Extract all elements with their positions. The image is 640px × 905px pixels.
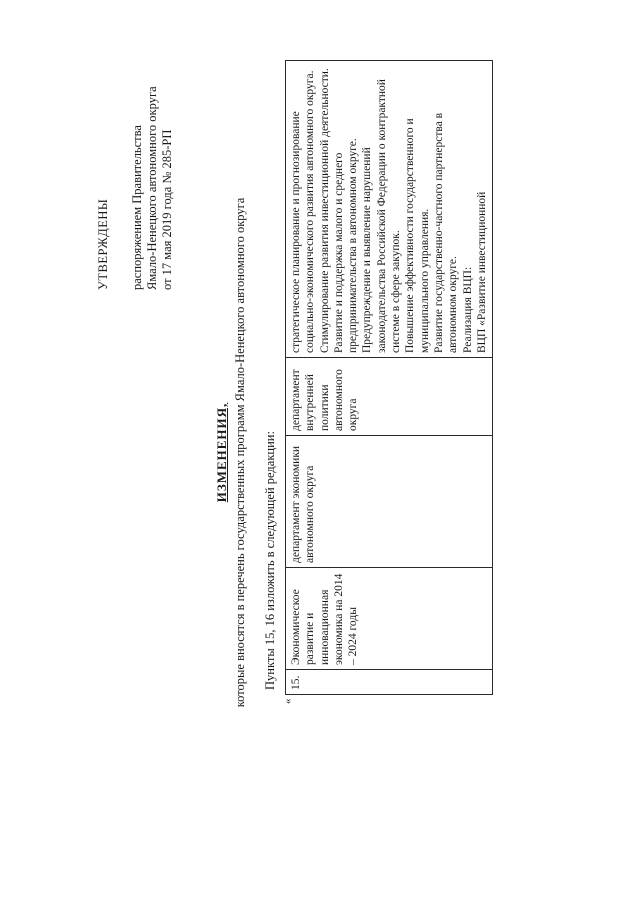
approval-line-2: Ямало-Ненецкого автономного округа <box>145 86 159 290</box>
coordinator: департамент экономики автономного округа <box>286 436 493 568</box>
table-row <box>286 61 493 695</box>
goal-item: ВЦП «Развитие инвестиционной <box>475 191 488 353</box>
document-title: ИЗМЕНЕНИЯ, <box>214 402 229 503</box>
goal-item: Развитие и поддержка малого и среднего предпринимательства в автономном округе. <box>332 138 360 353</box>
approval-line-1: распоряжением Правительства <box>130 125 144 290</box>
document-subtitle: которые вносятся в перечень государственных программ Ямало-Ненецкого автономного округа <box>233 197 247 708</box>
goal-item: Повышение эффективности государственного и муниципального управления. <box>404 118 431 353</box>
goal-item: Развитие государственно-частного партнерства в автономном округе. <box>432 112 460 353</box>
opening-quote: « <box>282 698 294 704</box>
program-name: Экономическое развитие и инновационная экономика на 2014 – 2024 годы <box>286 568 493 670</box>
goal-item: стратегическое планирование и прогнозирование социально-экономического развития автономного округа. <box>290 70 317 353</box>
goals-cell <box>286 61 493 358</box>
coexecutor: департамент внутренней политики автономного округа <box>286 358 493 436</box>
row-number: 15. <box>286 670 493 695</box>
approval-block <box>96 20 175 290</box>
approval-line-3: от 17 мая 2019 года № 285-РП <box>160 129 174 290</box>
goal-item: Предупреждение и выявление нарушений законодательства Российской Федерации о контрактной системе в сфере закупок. <box>361 79 403 353</box>
approval-heading: УТВЕРЖДЕНЫ <box>96 198 110 290</box>
goal-item: Стимулирование развития инвестиционной деятельности. <box>318 68 331 353</box>
intro-text: Пункты 15, 16 изложить в следующей редакции: <box>263 431 277 690</box>
programs-table <box>285 60 493 695</box>
goal-item: Реализация ВЦП: <box>461 266 474 353</box>
